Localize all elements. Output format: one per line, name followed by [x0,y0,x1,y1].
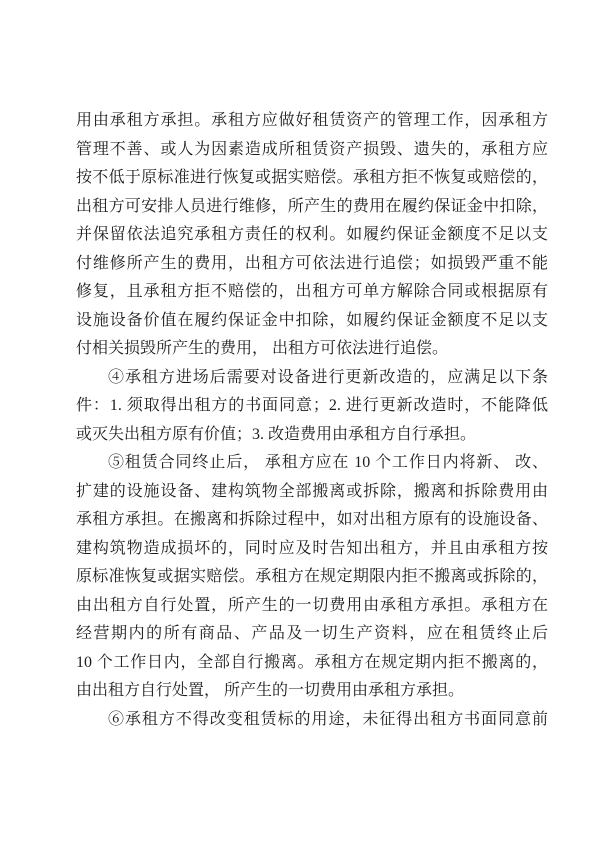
text-line: 建构筑物造成损坏的，同时应及时告知出租方，并且由承租方按 [76,539,548,557]
paragraph [76,449,548,706]
text-line: 或灭失出租方原有价值；3. 改造费用由承租方自行承担。 [76,425,477,443]
text-line: ④承租方进场后需要对设备进行更新改造的，应满足以下条 [108,368,548,386]
text-line: ⑥承租方不得改变租赁标的用途，未征得出租方书面同意前 [108,710,548,728]
text-line: 设施设备价值在履约保证金中扣除，如履约保证金额度不足以支 [76,311,548,329]
text-line: 付相关损毁所产生的费用， 出租方可依法进行追偿。 [76,340,449,357]
text-line: 件：1. 须取得出租方的书面同意；2. 进行更新改造时，不能降低 [76,397,548,414]
text-line: 付维修所产生的费用，出租方可依法进行追偿；如损毁严重不能 [76,254,548,272]
text-line: 管理不善、或人为因素造成所租赁资产损毁、遗失的，承租方应 [76,140,548,158]
text-line: ⑤租赁合同终止后， 承租方应在 10 个工作日内将新、 改、 [108,454,548,471]
text-line: 并保留依法追究承租方责任的权利。如履约保证金额度不足以支 [76,226,548,243]
text-line: 由出租方自行处置， 所产生的一切费用由承租方承担。 [76,682,465,699]
contract-text-block [76,107,548,734]
text-line: 修复，且承租方拒不赔偿的，出租方可单方解除合同或根据原有 [76,283,548,300]
text-line: 出租方可安排人员进行维修，所产生的费用在履约保证金中扣除， [76,197,548,215]
text-line: 承租方承担。在搬离和拆除过程中，如对出租方原有的设施设备、 [76,511,548,528]
text-line: 10 个工作日内，全部自行搬离。承租方在规定期内拒不搬离的， [76,653,548,671]
text-line: 扩建的设施设备、建构筑物全部搬离或拆除，搬离和拆除费用由 [76,482,548,500]
text-line: 用由承租方承担。承租方应做好租赁资产的管理工作，因承租方 [76,112,548,129]
text-line: 原标准恢复或据实赔偿。承租方在规定期限内拒不搬离或拆除的， [76,568,548,585]
text-line: 按不低于原标准进行恢复或据实赔偿。承租方拒不恢复或赔偿的， [76,169,548,186]
paragraph [76,706,548,735]
text-line: 由出租方自行处置，所产生的一切费用由承租方承担。承租方在 [76,596,548,614]
paragraph [76,107,548,364]
paragraph [76,364,548,450]
text-line: 经营期内的所有商品、产品及一切生产资料，应在租赁终止后 [76,625,548,642]
